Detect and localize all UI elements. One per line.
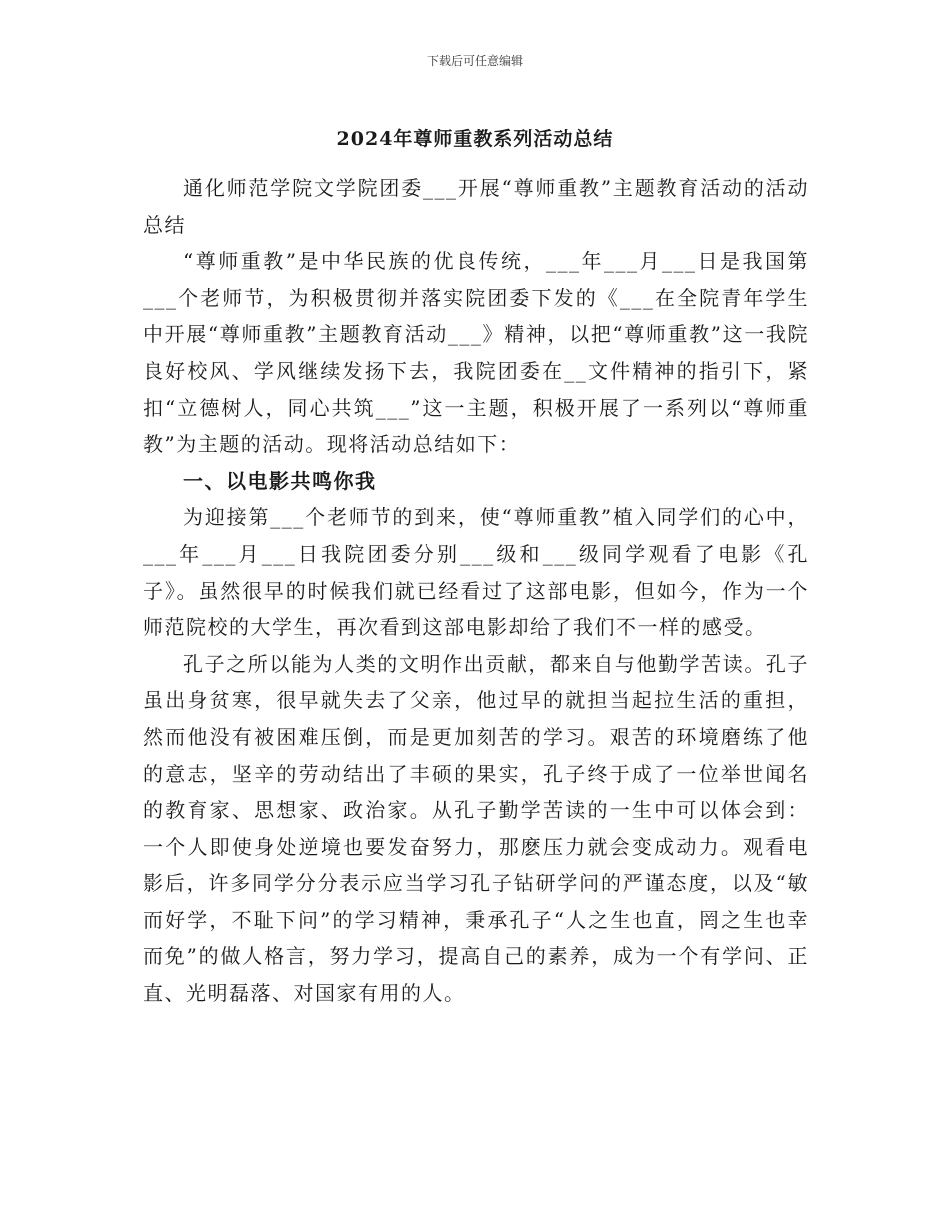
intro-paragraph-2: “尊师重教”是中华民族的优良传统，___年___月___日是我国第___个老师节，为积极贯彻并落实院团委下发的《___在全院青年学生中开展“尊师重教”主题教育活动___》精神，以把“尊师重教”这一我院良好校风、学风继续发扬下去，我院团委在__文件精神的指引下，紧扣“立德树人，同心共筑___”这一主题，积极开展了一系列以“尊师重教”为主题的活动。现将活动总结如下：: [143, 249, 809, 457]
page-header-note: 下载后可任意编辑: [426, 54, 523, 68]
document-body: [143, 170, 809, 1012]
section-heading-1: 一、以电影共鸣你我: [183, 468, 377, 493]
document-title: 2024年尊师重教系列活动总结: [336, 128, 614, 150]
section1-paragraph-1: 为迎接第___个老师节的到来，使“尊师重教”植入同学们的心中，___年___月___日我院团委分别___级和___级同学观看了电影《孔子》。虽然很早的时候我们就已经看过了这部电影，但如今，作为一个师范院校的大学生，再次看到这部电影却给了我们不一样的感受。: [143, 505, 809, 640]
section1-paragraph-2: 孔子之所以能为人类的文明作出贡献，都来自与他勤学苦读。孔子虽出身贫寒，很早就失去了父亲，他过早的就担当起拉生活的重担，然而他没有被困难压倒，而是更加刻苦的学习。艰苦的环境磨练了他的意志，坚辛的劳动结出了丰硕的果实，孔子终于成了一位举世闻名的教育家、思想家、政治家。从孔子勤学苦读的一生中可以体会到：一个人即使身处逆境也要发奋努力，那麽压力就会变成动力。观看电影后，许多同学分分表示应当学习孔子钻研学问的严谨态度，以及“敏而好学，不耻下问”的学习精神，秉承孔子“人之生也直，罔之生也幸而免”的做人格言，努力学习，提高自己的素养，成为一个有学问、正直、光明磊落、对国家有用的人。: [143, 651, 809, 1006]
intro-paragraph-1: 通化师范学院文学院团委___开展“尊师重教”主题教育活动的活动总结: [143, 176, 809, 237]
